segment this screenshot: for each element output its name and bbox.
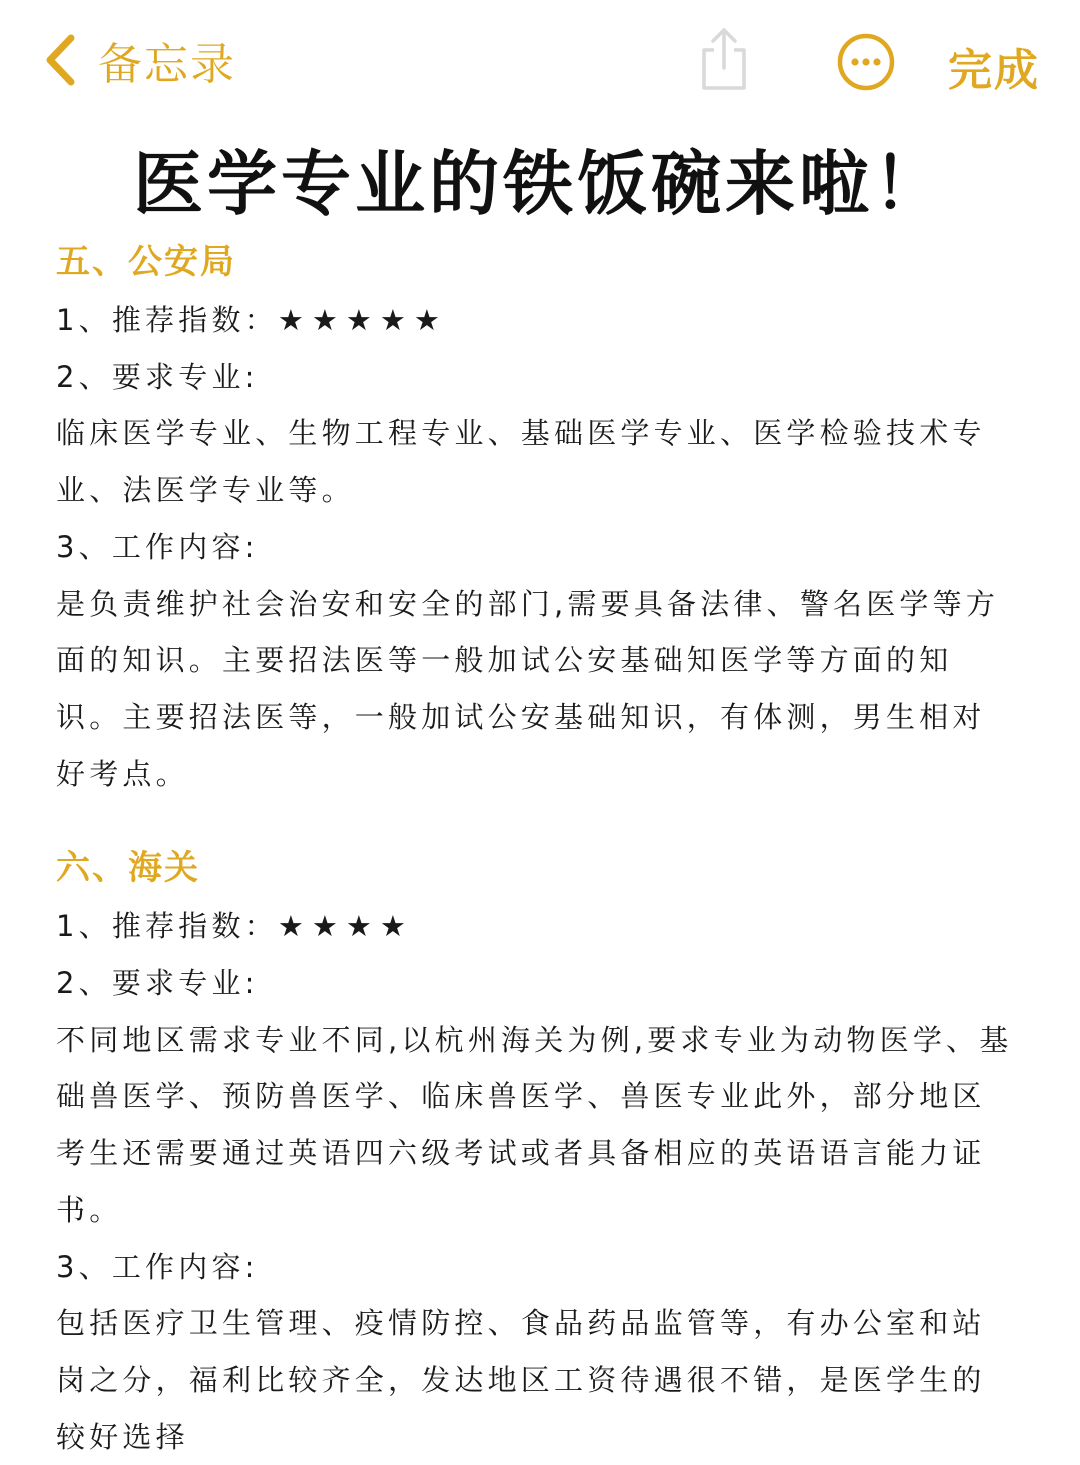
back-button[interactable] <box>44 28 236 92</box>
work-text: 是负责维护社会治安和安全的部门,需要具备法律、警名医学等方面的知识。主要招法医等一般加试公安基础知医学等方面的知识。主要招法医等，一般加试公安基础知识，有体测，男生相对好考点。 <box>56 586 1000 791</box>
chevron-left-icon <box>44 34 76 86</box>
more-icon <box>836 77 896 96</box>
share-icon <box>696 77 752 96</box>
rating-stars: ★★★★ <box>277 909 414 944</box>
majors-text: 临床医学专业、生物工程专业、基础医学专业、医学检验技术专业、法医学专业等。 <box>56 416 986 508</box>
majors-label: 2、要求专业: <box>56 966 259 1001</box>
section-spacer <box>56 802 1016 838</box>
majors-text: 不同地区需求专业不同,以杭州海关为例,要求专业为动物医学、基础兽医学、预防兽医学、临床兽医学、兽医专业此外，部分地区考生还需要通过英语四六级考试或者具备相应的英语语言能力证书。 <box>56 1022 1013 1227</box>
note-body[interactable] <box>56 232 1016 1465</box>
rating-stars: ★★★★★ <box>277 303 448 337</box>
rating-label: 1、推荐指数： <box>56 303 278 337</box>
work-label: 3、工作内容: <box>56 1249 259 1284</box>
note-section-customs <box>56 838 1016 1465</box>
share-button[interactable] <box>696 26 752 92</box>
section-heading: 六、海关 <box>56 848 200 889</box>
back-label: 备忘录 <box>98 39 236 90</box>
note-title: 医学专业的铁饭碗来啦！ <box>133 143 947 225</box>
rating-line <box>56 292 1016 349</box>
rating-line <box>56 898 1016 955</box>
navigation-bar <box>0 0 1080 120</box>
more-button[interactable] <box>836 32 896 92</box>
majors-label: 2、要求专业: <box>56 359 259 394</box>
note-section-public-security <box>56 232 1016 802</box>
section-heading: 五、公安局 <box>56 242 236 282</box>
work-text: 包括医疗卫生管理、疫情防控、食品药品监管等，有办公室和站岗之分，福利比较齐全，发达地区工资待遇很不错，是医学生的较好选择 <box>56 1306 986 1454</box>
rating-label: 1、推荐指数： <box>56 909 278 944</box>
done-button[interactable]: 完成 <box>948 45 1040 96</box>
work-label: 3、工作内容: <box>56 529 259 564</box>
